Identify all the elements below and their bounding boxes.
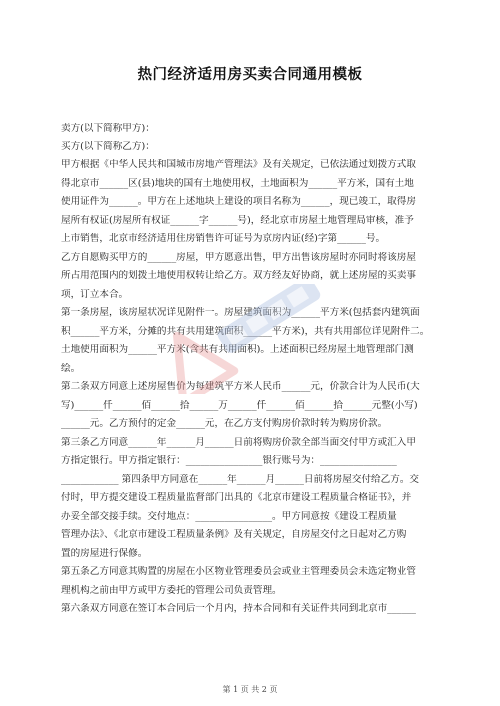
contract-line: 理机构之前由甲方或甲方委托的管理公司负责管理。 [61, 585, 282, 596]
contract-line: 第三条乙方同意______年______月______日前将购房价款全部当面交付甲方或汇入甲 [61, 437, 416, 448]
contract-line: 管理办法》、《北京市建设工程质量条例》及有关规定，自房屋交付之日起对乙方购 [61, 529, 407, 540]
contract-line: 写)______仟______佰______拾______万______仟______佰______拾______元整(小写) [61, 400, 418, 411]
document-title: 热门经济适用房买卖合同通用模板 [137, 67, 363, 83]
contract-line: 积______平方米，分摊的共有共用建筑面积______平方米)，共有共用部位详见附件二。 [61, 326, 430, 337]
contract-line: ____________ 第四条甲方同意在______年______月______日前将房屋交付给乙方。交 [61, 474, 420, 485]
contract-line: 甲方根据《中华人民共和国城市房地产管理法》及有关规定，已依法通过划拨方式取 [61, 159, 416, 170]
contract-line: 上市销售，北京市经济适用住房销售许可证号为京房内证(经)字第______号。 [61, 233, 386, 244]
page-footer: 第 1 页 共 2 页 [222, 685, 278, 694]
contract-line: 项，订立本合。 [61, 289, 129, 300]
contract-line: 付时，甲方提交建设工程质量监督部门出具的《北京市建设工程质量合格证书》，并 [61, 492, 412, 503]
contract-line: 第六条双方同意在签订本合同后一个月内，持本合同和有关证件共同到北京市______ [61, 603, 416, 614]
contract-line: 使用证件为______。甲方在上述地块上建设的项目名称为______，现已竣工，取得房 [61, 196, 416, 207]
contract-line: 卖方(以下简称甲方)： [61, 123, 155, 134]
contract-line: ______元。乙方预付的定金______元，在乙方支付购房价款时转为购房价款。 [61, 418, 388, 429]
contract-line: 第二条双方同意上述房屋售价为每建筑平方米人民币______元，价款合计为人民币(大 [61, 381, 420, 392]
contract-line: 得北京市______区(县)地块的国有土地使用权，土地面积为______平方米，国有土地 [61, 178, 414, 189]
contract-line: 第五条乙方同意其购置的房屋在小区物业管理委员会或业主管理委员会未选定物业管 [61, 566, 416, 577]
contract-line: 乙方自愿购买甲方的______房屋，甲方愿意出售，甲方出售该房屋时亦同时将该房屋 [61, 252, 416, 263]
contract-line: 土地使用面积为______平方米(含共有共用面积)。上述面积已经房屋土地管理部门测 [61, 344, 414, 355]
contract-line: 买方(以下简称乙方)： [61, 141, 155, 152]
contract-line: 屋所有权证(房屋所有权证______字______号)，经北京市房屋土地管理局审核，准予 [61, 215, 414, 226]
contract-line: 绘。 [61, 363, 81, 374]
contract-line: 第一条房屋，该房屋状况详见附件一。房屋建筑面积为______平方米(包括套内建筑面 [61, 307, 420, 318]
contract-line: 所占用范围内的划拨土地使用权转让给乙方。双方经友好协商，就上述房屋的买卖事 [61, 270, 416, 281]
contract-line: 办妥全部交接手续。交付地点：________________。甲方同意按《建设工程质量 [61, 511, 397, 522]
contract-line: 方指定银行。甲方指定银行：________________银行账号为：________________ [61, 455, 397, 466]
contract-line: 置的房屋进行保修。 [61, 548, 148, 559]
